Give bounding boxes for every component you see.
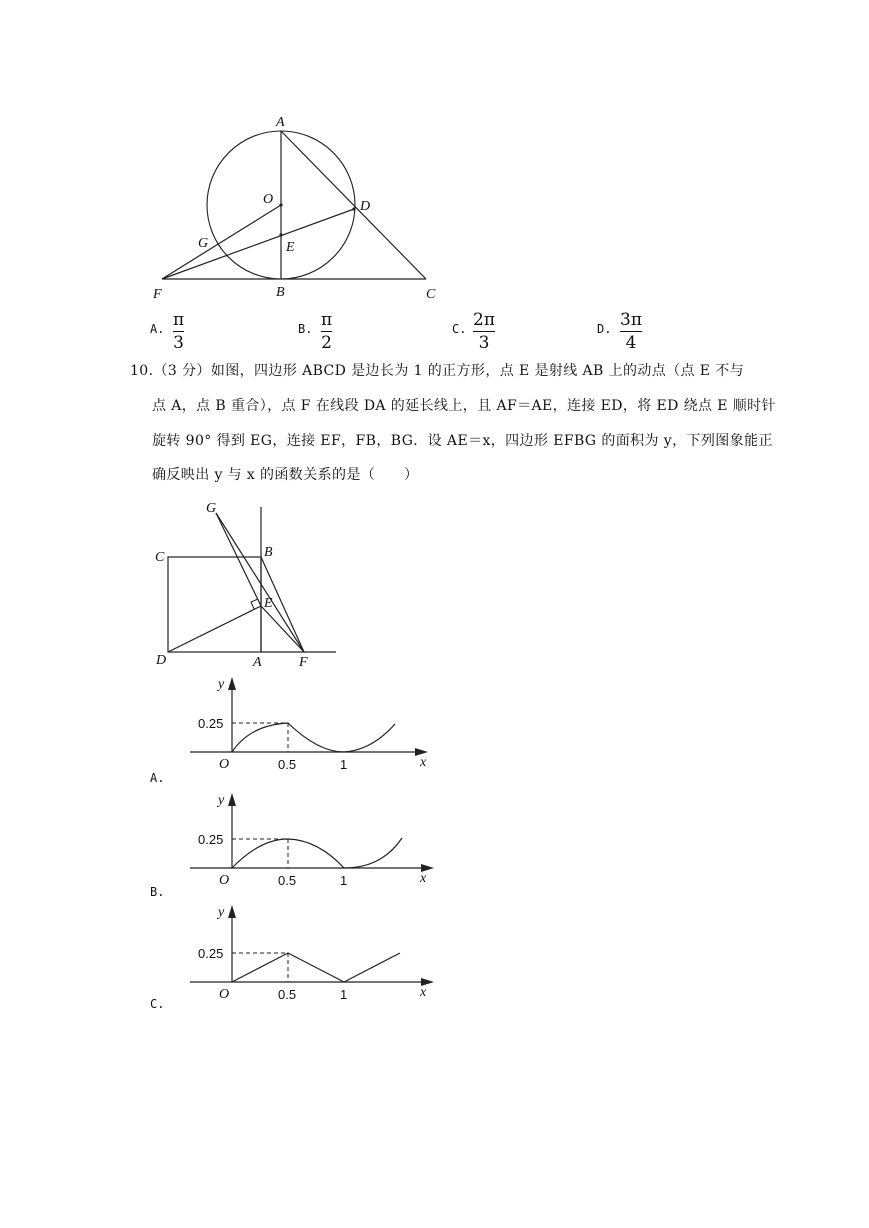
q9-circle-figure: [140, 105, 460, 305]
square-abcd: [168, 557, 261, 652]
label-g: G: [198, 236, 209, 251]
segment-ef: [261, 606, 304, 652]
graph-b-label: B.: [150, 885, 165, 899]
option-a-num: π: [173, 310, 185, 330]
q10-square-figure: [150, 495, 350, 670]
graph-c-label: C.: [150, 997, 165, 1011]
label-a: A: [276, 115, 285, 130]
label-g: G: [206, 501, 217, 516]
q10-line-1: 10.（3 分）如图，四边形 ABCD 是边长为 1 的正方形，点 E 是射线 AB 上的动点（点 E 不与: [130, 363, 745, 379]
segment-ac: [281, 131, 426, 279]
q10-line-2: 点 A，点 B 重合），点 F 在线段 DA 的延长线上，且 AF＝AE，连接 ED，将 ED 绕点 E 顺时针: [152, 398, 776, 414]
x-tick-1: 1: [340, 987, 348, 1002]
y-axis-arrow: [228, 677, 236, 690]
q10-line-3: 旋转 90° 得到 EG，连接 EF，FB，BG．设 AE＝x，四边形 EFBG 的面积为 y，下列图象能正: [152, 433, 773, 449]
label-b: B: [264, 545, 273, 560]
x-tick-05: 0.5: [278, 757, 297, 772]
point-d: [352, 207, 355, 210]
label-e: E: [286, 240, 295, 255]
option-b-fraction: [321, 310, 332, 353]
point-e: [279, 233, 282, 236]
label-d: D: [360, 199, 371, 214]
option-c-den: 3: [478, 333, 490, 353]
segment-eg: [216, 513, 261, 606]
y-tick-025: 0.25: [198, 832, 224, 847]
label-f: F: [153, 287, 162, 302]
graph-a: [190, 672, 440, 772]
segment-de: [168, 606, 261, 652]
y-axis-label: y: [218, 677, 225, 692]
x-tick-05: 0.5: [278, 873, 297, 888]
label-b: B: [276, 285, 285, 300]
label-d: D: [156, 653, 167, 668]
y-axis-label: y: [218, 905, 225, 920]
origin-label: O: [219, 987, 230, 1002]
y-axis-arrow: [228, 793, 236, 806]
label-e: E: [264, 596, 273, 611]
option-a-fraction: [173, 310, 184, 353]
option-d-label: D.: [597, 322, 612, 336]
option-c-label: C.: [452, 322, 467, 336]
label-c: C: [155, 550, 165, 565]
label-f: F: [299, 655, 308, 670]
graph-c: [190, 900, 440, 1005]
function-curve: [232, 723, 395, 752]
option-a-label: A.: [150, 322, 165, 336]
segment-gf: [216, 513, 304, 652]
x-tick-05: 0.5: [278, 987, 297, 1002]
option-b-num: π: [321, 310, 333, 330]
function-curve: [232, 838, 402, 868]
y-tick-025: 0.25: [198, 716, 224, 731]
y-tick-025: 0.25: [198, 946, 224, 961]
x-axis-label: x: [420, 985, 427, 1000]
y-axis-arrow: [228, 905, 236, 918]
option-b-label: B.: [298, 322, 313, 336]
option-d-num: 3π: [620, 310, 642, 330]
label-c: C: [426, 287, 436, 302]
option-c-fraction: [473, 310, 495, 353]
point-o: [279, 203, 282, 206]
q10-line-4: 确反映出 y 与 x 的函数关系的是（ ）: [152, 467, 419, 483]
option-b-den: 2: [321, 333, 332, 353]
x-axis-label: x: [420, 871, 427, 886]
option-a-den: 3: [173, 333, 184, 353]
x-tick-1: 1: [340, 873, 348, 888]
label-a: A: [253, 655, 262, 670]
label-o: O: [263, 192, 274, 207]
x-tick-1: 1: [340, 757, 348, 772]
origin-label: O: [219, 873, 230, 888]
origin-label: O: [219, 757, 230, 772]
graph-a-label: A.: [150, 771, 165, 785]
y-axis-label: y: [218, 793, 225, 808]
option-d-fraction: [620, 310, 642, 353]
option-c-num: 2π: [473, 310, 495, 330]
option-d-den: 4: [625, 333, 637, 353]
x-axis-label: x: [420, 755, 427, 770]
function-polyline: [232, 953, 400, 982]
graph-b: [190, 788, 440, 888]
